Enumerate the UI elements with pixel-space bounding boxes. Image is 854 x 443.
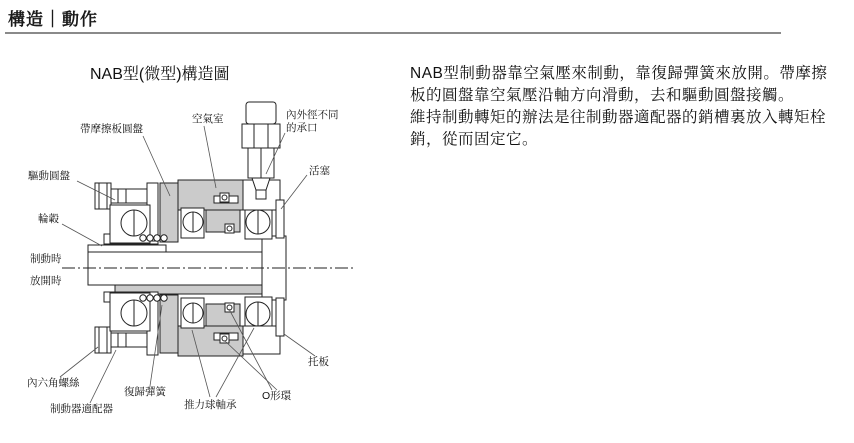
label-braking: 制動時 <box>30 253 62 265</box>
friction-disc-lower <box>160 295 178 353</box>
air-chamber-upper <box>178 180 243 210</box>
friction-disc-upper <box>160 183 178 242</box>
diagram-title: NAB型(微型)構造圖 <box>90 66 230 83</box>
hex-screw-head-upper <box>95 183 111 209</box>
hex-screw-shank-lower <box>111 333 149 347</box>
hex-screw-shank-upper <box>111 189 149 203</box>
label-o-ring: O形環 <box>262 390 292 402</box>
air-fitting-tip <box>256 190 266 199</box>
label-air-chamber: 空氣室 <box>192 113 224 125</box>
label-friction-disc: 帶摩擦板圓盤 <box>80 123 143 135</box>
label-piston: 活塞 <box>309 165 330 177</box>
return-spring-coil <box>140 295 146 301</box>
air-chamber-lower <box>178 326 243 356</box>
description-line: 維持制動轉矩的辦法是往制動器適配器的銷槽裏放入轉矩栓 <box>410 109 827 126</box>
label-brake-adapter: 制動器適配器 <box>50 403 113 415</box>
hex-screw-head-lower <box>95 327 111 353</box>
air-fitting-cap <box>246 102 276 124</box>
return-spring-coil <box>140 235 146 241</box>
label-socket-line2: 的承口 <box>286 122 318 134</box>
air-fitting-nut <box>242 124 280 148</box>
description-line: NAB型制動器靠空氣壓來制動，靠復歸彈簧來放開。帶摩擦 <box>410 65 828 82</box>
description-line: 銷，從而固定它。 <box>410 131 539 148</box>
housing-lower-right <box>243 326 280 354</box>
page-header-title: 構造｜動作 <box>8 10 98 29</box>
label-drive-disc: 驅動圓盤 <box>28 170 70 182</box>
support-plate-lower <box>276 298 284 336</box>
label-hub: 輪轂 <box>38 213 59 225</box>
label-socket-line1: 內外徑不同 <box>286 109 339 121</box>
piston-housing-lower <box>206 304 240 326</box>
hub-flange <box>88 245 166 252</box>
description-paragraph <box>410 63 854 151</box>
piston-housing-upper <box>206 210 240 232</box>
support-plate-upper <box>276 200 284 238</box>
label-support-plate: 托板 <box>308 356 329 368</box>
label-hex-screw: 內六角螺絲 <box>27 377 80 389</box>
description-line: 板的圓盤靠空氣壓沿軸方向滑動，去和驅動圓盤接觸。 <box>410 87 795 104</box>
diagram-drawing <box>62 102 356 356</box>
brake-structure-diagram <box>0 0 400 443</box>
label-return-spring: 復歸彈簧 <box>124 386 166 398</box>
label-released: 放開時 <box>30 275 62 287</box>
label-thrust-bearing: 推力球軸承 <box>184 399 237 411</box>
